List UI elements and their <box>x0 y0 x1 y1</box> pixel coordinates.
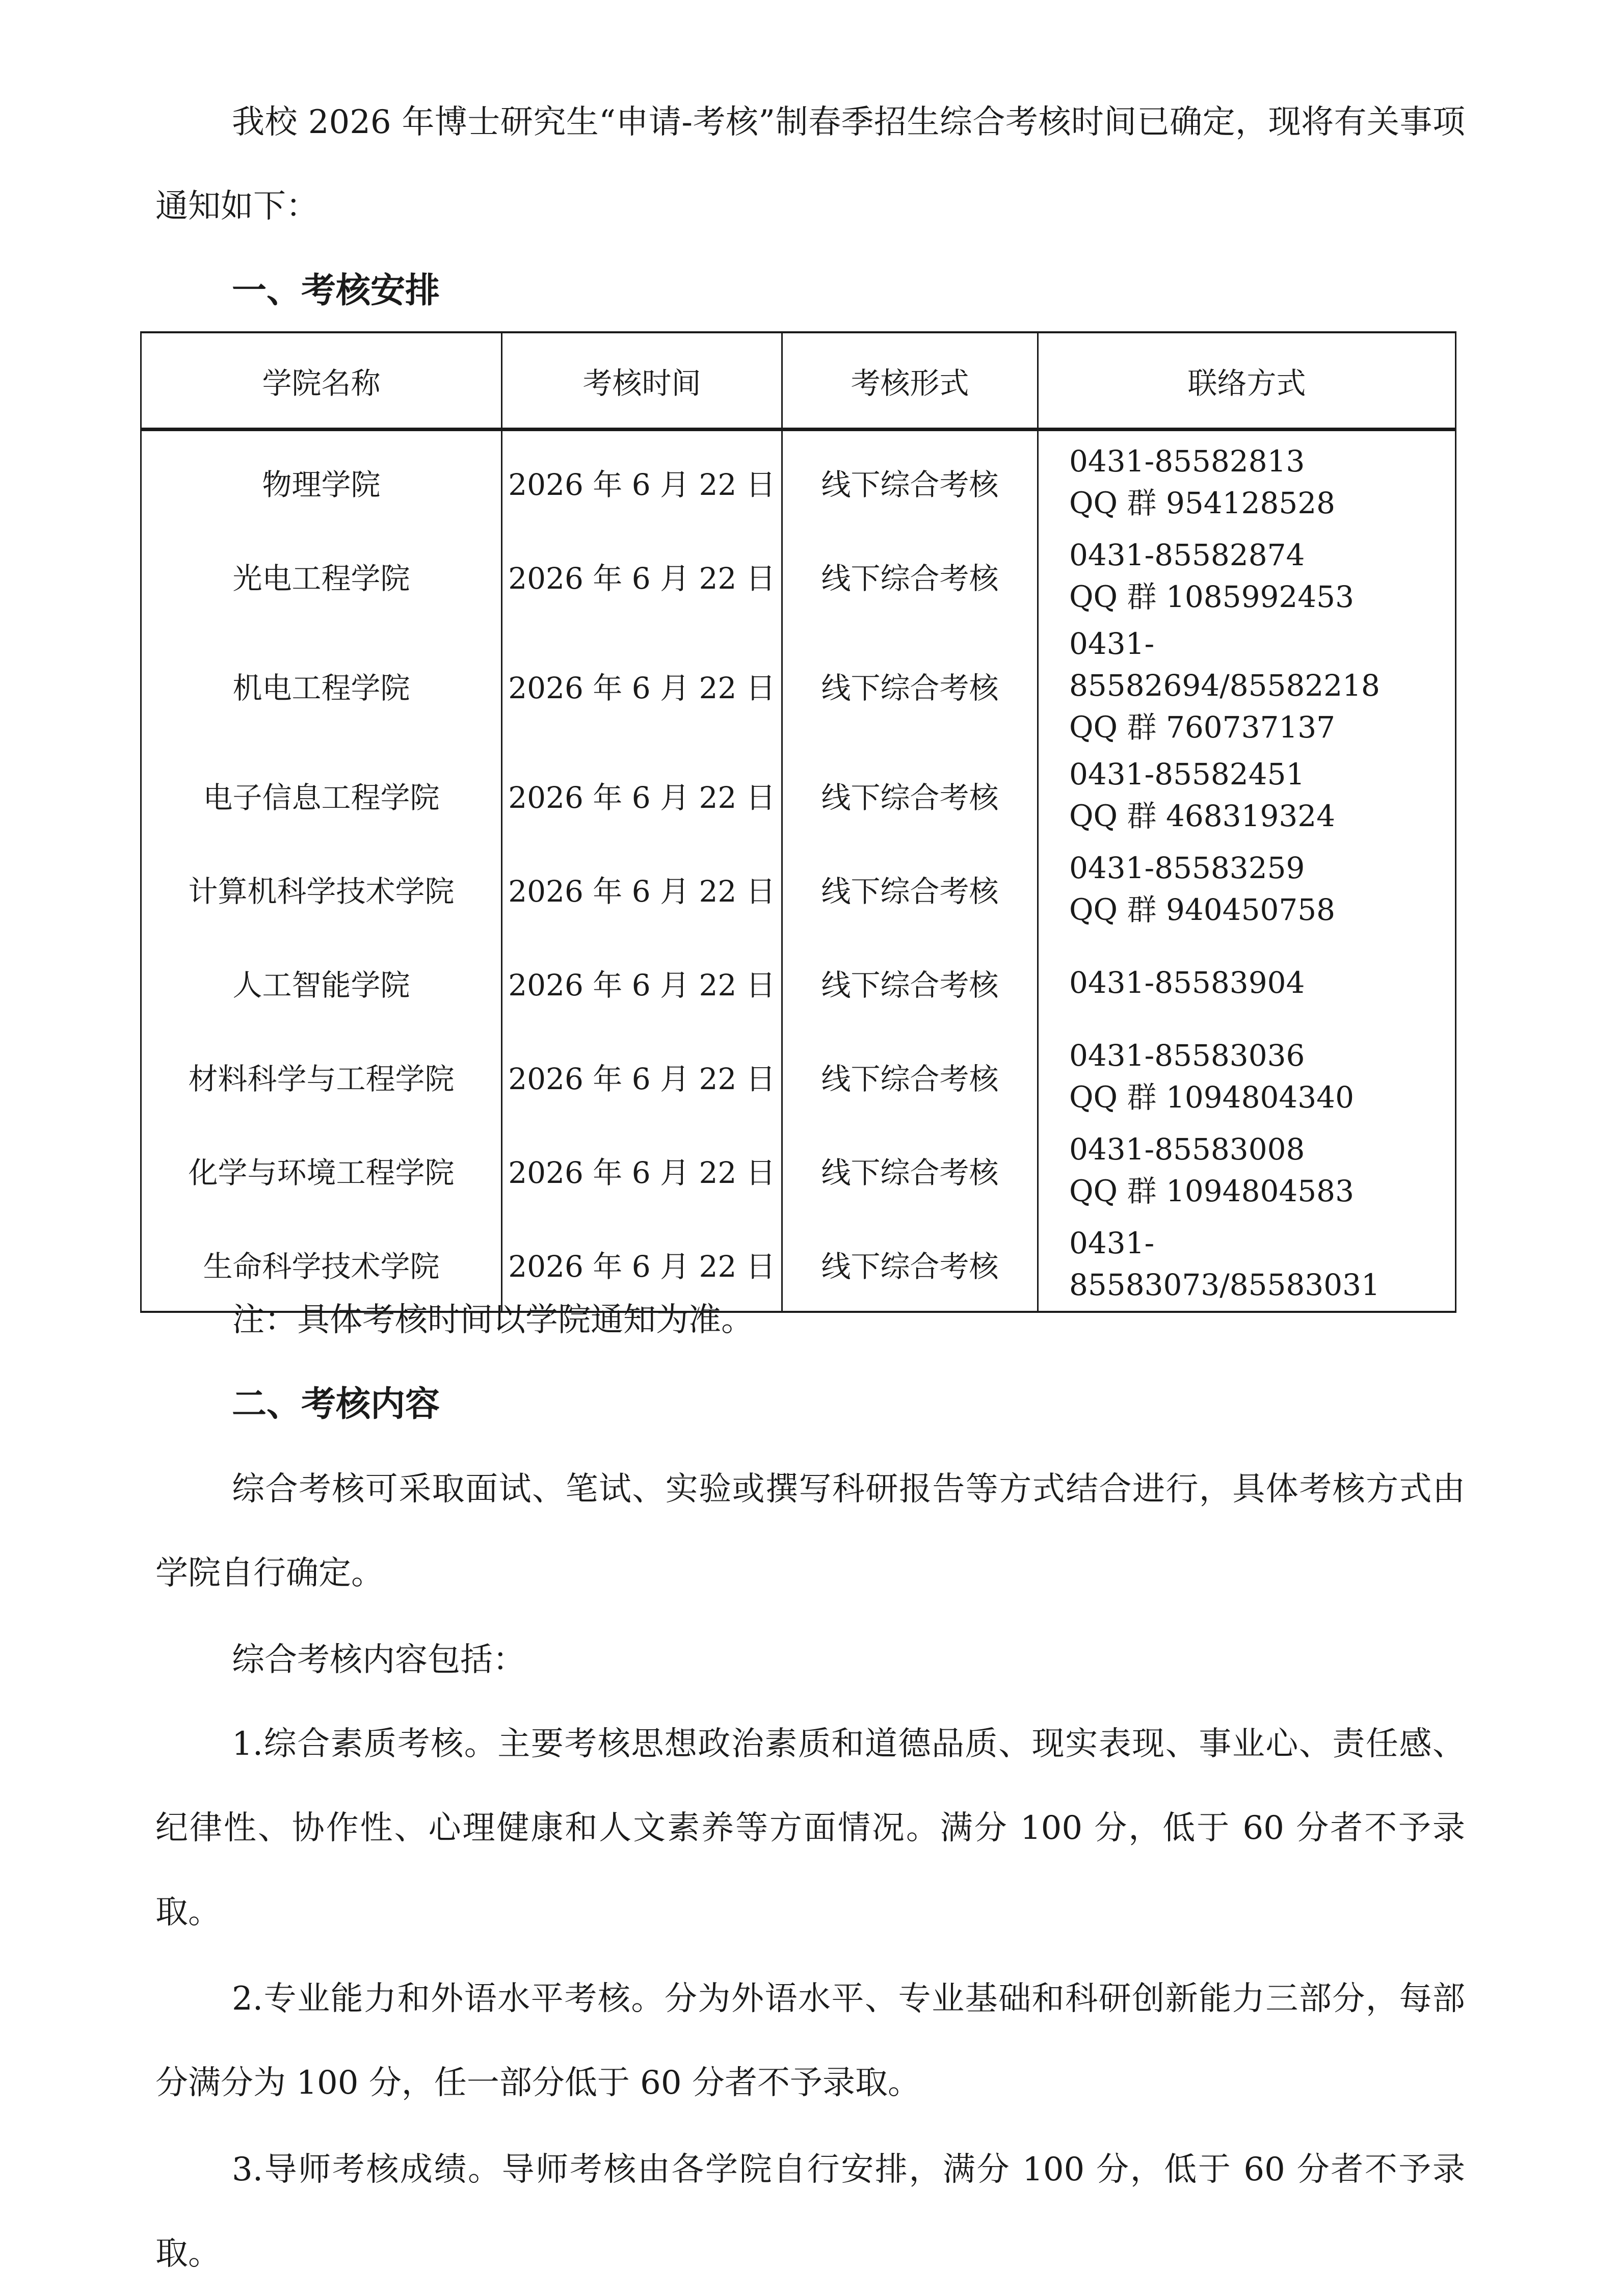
phone-text: 0431-85582694/85582218 <box>1069 626 1380 703</box>
table-row <box>141 748 1456 842</box>
qq-text: QQ 群 468319324 <box>1069 799 1336 833</box>
form-cell: 线下综合考核 <box>782 936 1038 1030</box>
phone-text: 0431-85582874 <box>1069 538 1305 572</box>
date-cell: 2026 年 6 月 22 日 <box>502 430 782 530</box>
qq-text: QQ 群 1094804340 <box>1069 1080 1354 1115</box>
table-row <box>141 529 1456 623</box>
college-cell: 化学与环境工程学院 <box>141 1123 502 1217</box>
date-cell: 2026 年 6 月 22 日 <box>502 1217 782 1312</box>
form-cell: 线下综合考核 <box>782 1030 1038 1123</box>
form-cell: 线下综合考核 <box>782 748 1038 842</box>
qq-text: QQ 群 940450758 <box>1069 892 1336 927</box>
form-cell: 线下综合考核 <box>782 529 1038 623</box>
date-cell: 2026 年 6 月 22 日 <box>502 936 782 1030</box>
header-form: 考核形式 <box>782 332 1038 430</box>
phone-text: 0431-85583904 <box>1069 965 1305 1000</box>
college-cell: 生命科学技术学院 <box>141 1217 502 1312</box>
table-note: 注：具体考核时间以学院通知为准。 <box>232 1301 754 1339</box>
contact-cell <box>1038 1217 1456 1312</box>
header-contact: 联络方式 <box>1038 332 1456 430</box>
form-cell: 线下综合考核 <box>782 842 1038 936</box>
date-cell: 2026 年 6 月 22 日 <box>502 623 782 748</box>
header-date: 考核时间 <box>502 332 782 430</box>
section2-heading: 二、考核内容 <box>232 1384 440 1424</box>
phone-text: 0431-85582813 <box>1069 444 1305 479</box>
form-cell: 线下综合考核 <box>782 1123 1038 1217</box>
college-cell: 人工智能学院 <box>141 936 502 1030</box>
intro-paragraph: 我校 2026 年博士研究生“申请-考核”制春季招生综合考核时间已确定，现将有关事项通知如下： <box>155 103 1465 225</box>
table-header-row <box>141 332 1456 430</box>
date-cell: 2026 年 6 月 22 日 <box>502 842 782 936</box>
college-cell: 电子信息工程学院 <box>141 748 502 842</box>
qq-text: QQ 群 1085992453 <box>1069 579 1354 614</box>
method-paragraph: 综合考核可采取面试、笔试、实验或撰写科研报告等方式结合进行，具体考核方式由学院自行确定。 <box>155 1470 1465 1592</box>
table-row <box>141 936 1456 1030</box>
contact-cell <box>1038 936 1456 1030</box>
college-cell: 机电工程学院 <box>141 623 502 748</box>
table-row <box>141 1030 1456 1123</box>
phone-text: 0431-85583036 <box>1069 1038 1305 1073</box>
date-cell: 2026 年 6 月 22 日 <box>502 529 782 623</box>
college-cell: 计算机科学技术学院 <box>141 842 502 936</box>
table-row <box>141 623 1456 748</box>
form-cell: 线下综合考核 <box>782 430 1038 530</box>
table-row <box>141 842 1456 936</box>
contact-cell <box>1038 1030 1456 1123</box>
header-college: 学院名称 <box>141 332 502 430</box>
item-1: 1.综合素质考核。主要考核思想政治素质和道德品质、现实表现、事业心、责任感、纪律性、协作性、心理健康和人文素养等方面情况。满分 100 分，低于 60 分者不予录取。 <box>155 1725 1465 1931</box>
college-cell: 材料科学与工程学院 <box>141 1030 502 1123</box>
content-intro: 综合考核内容包括： <box>232 1641 525 1679</box>
qq-text: QQ 群 1094804583 <box>1069 1174 1354 1208</box>
date-cell: 2026 年 6 月 22 日 <box>502 1030 782 1123</box>
qq-text: QQ 群 954128528 <box>1069 486 1336 520</box>
contact-cell <box>1038 430 1456 530</box>
item-3: 3.导师考核成绩。导师考核由各学院自行安排，满分 100 分，低于 60 分者不予录取。 <box>155 2151 1465 2273</box>
date-cell: 2026 年 6 月 22 日 <box>502 1123 782 1217</box>
qq-text: QQ 群 760737137 <box>1069 710 1336 745</box>
table-row <box>141 1123 1456 1217</box>
contact-cell <box>1038 1123 1456 1217</box>
table-row <box>141 430 1456 530</box>
date-cell: 2026 年 6 月 22 日 <box>502 748 782 842</box>
phone-text: 0431-85583073/85583031 <box>1069 1226 1380 1302</box>
phone-text: 0431-85583259 <box>1069 851 1305 885</box>
college-cell: 物理学院 <box>141 430 502 530</box>
form-cell: 线下综合考核 <box>782 1217 1038 1312</box>
section1-heading: 一、考核安排 <box>232 270 440 311</box>
college-cell: 光电工程学院 <box>141 529 502 623</box>
contact-cell <box>1038 529 1456 623</box>
contact-cell <box>1038 748 1456 842</box>
phone-text: 0431-85583008 <box>1069 1132 1305 1167</box>
form-cell: 线下综合考核 <box>782 623 1038 748</box>
contact-cell <box>1038 623 1456 748</box>
schedule-table <box>140 331 1456 1313</box>
contact-cell <box>1038 842 1456 936</box>
phone-text: 0431-85582451 <box>1069 757 1305 791</box>
item-2: 2.专业能力和外语水平考核。分为外语水平、专业基础和科研创新能力三部分，每部分满分为 100 分，任一部分低于 60 分者不予录取。 <box>155 1980 1465 2102</box>
